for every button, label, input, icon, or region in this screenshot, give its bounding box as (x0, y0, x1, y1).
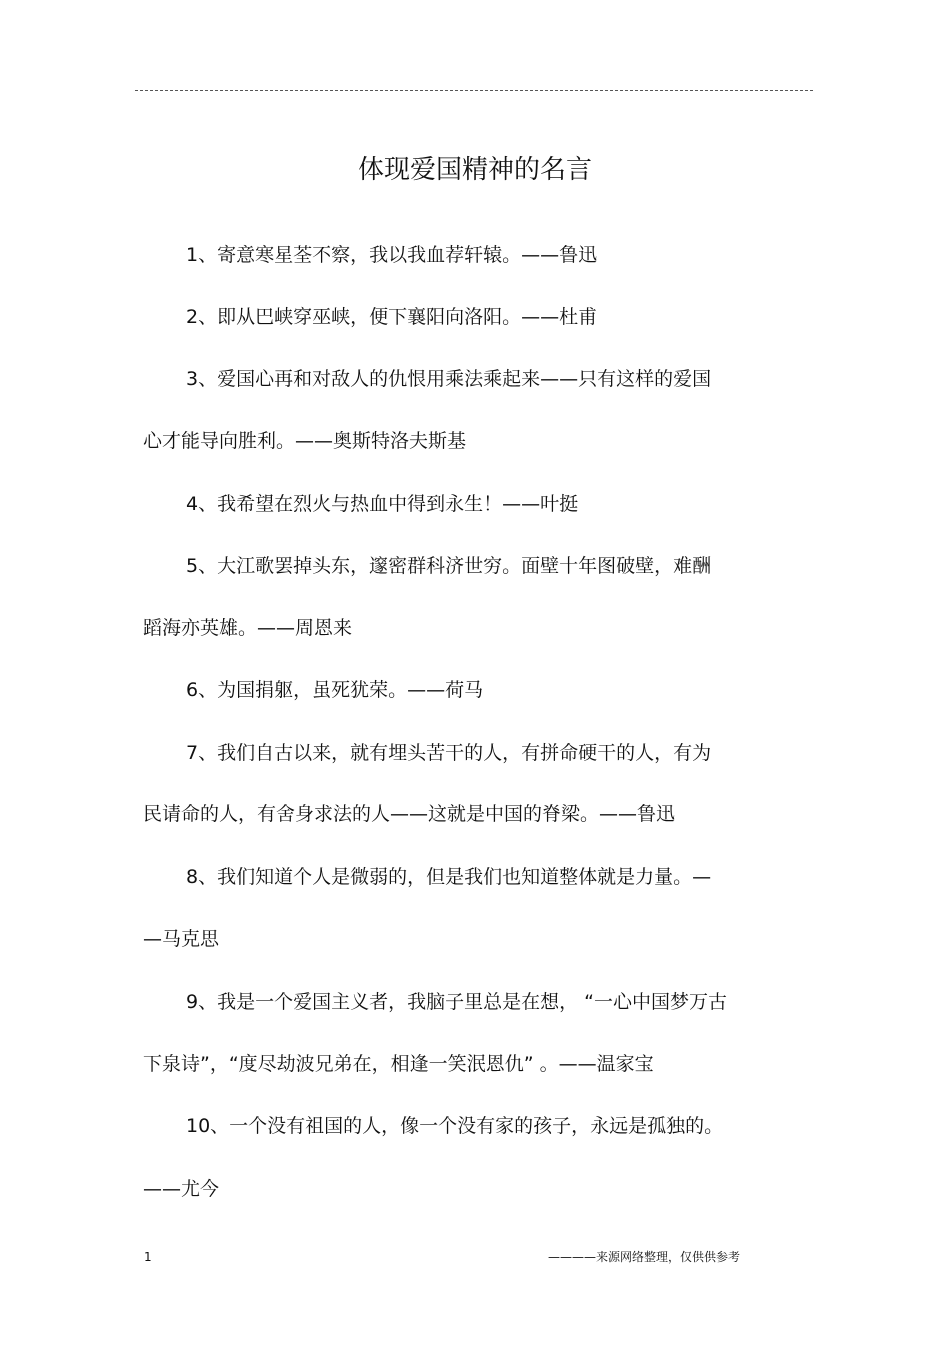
quote-3-line-2: 心才能导向胜利。——奥斯特洛夫斯基 (143, 430, 467, 452)
quote-10-line-1: 10、一个没有祖国的人，像一个没有家的孩子，永远是孤独的。 (186, 1115, 724, 1137)
quote-7-line-2: 民请命的人，有舍身求法的人——这就是中国的脊梁。——鲁迅 (143, 803, 676, 825)
quote-10-line-2: ——尤今 (143, 1178, 220, 1200)
quote-2-line-1: 2、即从巴峡穿巫峡，便下襄阳向洛阳。——杜甫 (186, 306, 598, 328)
page-title: 体现爱国精神的名言 (357, 155, 592, 185)
header-divider (135, 90, 813, 91)
page-number: 1 (144, 1250, 152, 1264)
footer-source-note: ————来源网络整理，仅供供参考 (548, 1250, 741, 1264)
quote-9-line-2: 下泉诗”，“度尽劫波兄弟在，相逢一笑泯恩仇” 。——温家宝 (143, 1053, 654, 1075)
quote-6-line-1: 6、为国捐躯，虽死犹荣。——荷马 (186, 679, 484, 701)
quote-8-line-1: 8、我们知道个人是微弱的，但是我们也知道整体就是力量。— (186, 866, 712, 888)
quote-8-line-2: —马克思 (143, 928, 220, 950)
quote-7-line-1: 7、我们自古以来，就有埋头苦干的人，有拼命硬干的人，有为 (186, 742, 712, 764)
quote-9-line-1: 9、我是一个爱国主义者，我脑子里总是在想， “一心中国梦万古 (186, 991, 727, 1013)
quote-1-line-1: 1、寄意寒星荃不察，我以我血荐轩辕。——鲁迅 (186, 244, 598, 266)
quote-5-line-1: 5、大江歌罢掉头东，邃密群科济世穷。面壁十年图破壁，难酬 (186, 555, 712, 577)
quote-5-line-2: 蹈海亦英雄。——周恩来 (143, 617, 353, 639)
quote-4-line-1: 4、我希望在烈火与热血中得到永生！——叶挺 (186, 493, 579, 515)
quote-3-line-1: 3、爱国心再和对敌人的仇恨用乘法乘起来——只有这样的爱国 (186, 368, 712, 390)
